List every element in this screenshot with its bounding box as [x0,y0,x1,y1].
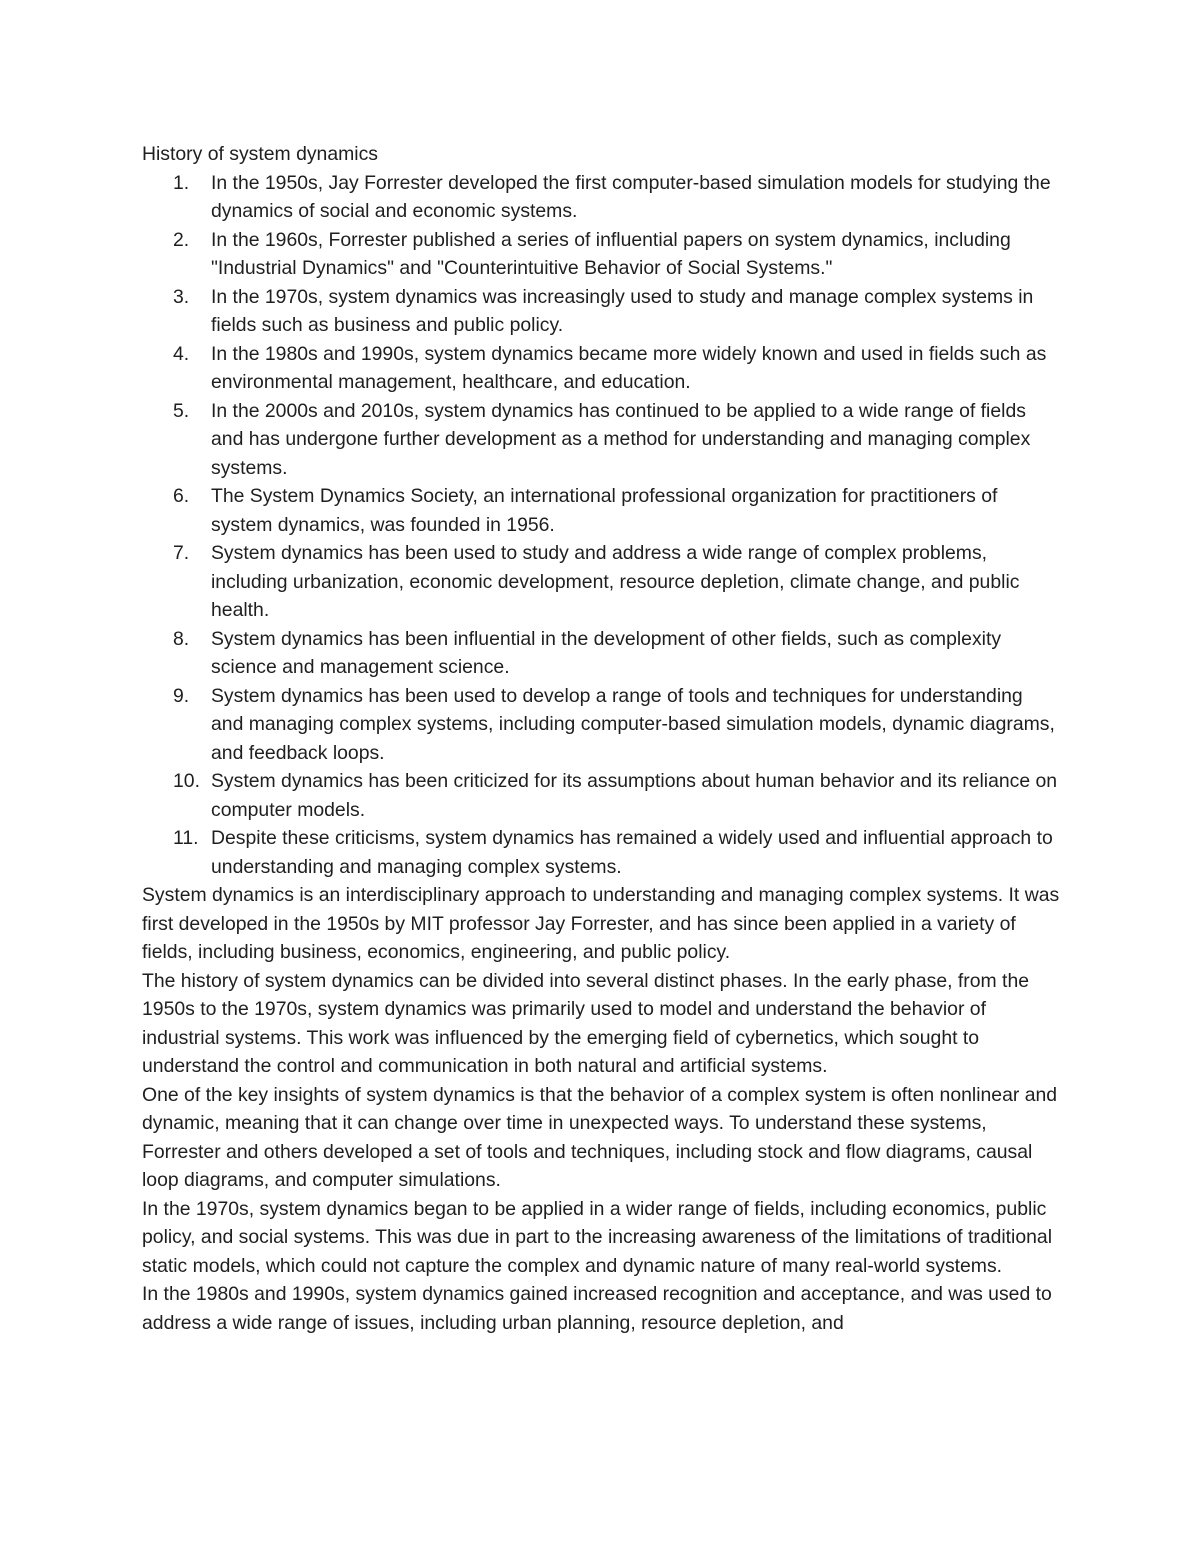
list-item-text: In the 1960s, Forrester published a series of influential papers on system dynamics, including "Industrial Dynamics" and "Counterintuitive Behavior of Social Systems." [211,228,1011,279]
list-item-text: System dynamics has been used to develop a range of tools and techniques for understanding and managing complex systems, including computer-based simulation models, dynamic diagrams, and feedback loops. [211,684,1055,764]
list-item-number: 5. [173,399,190,422]
list-item-number: 2. [173,228,190,251]
document-title: History of system dynamics [142,143,378,165]
paragraph: System dynamics is an interdisciplinary approach to understanding and managing complex systems. It was first developed in the 1950s by MIT professor Jay Forrester, and has since been applied in a variety of fields, including business, economics, engineering, and public policy. [142,884,1060,963]
list-item-text: In the 1950s, Jay Forrester developed the first computer-based simulation models for studying the dynamics of social and economic systems. [211,171,1051,222]
list-item [142,539,1060,625]
list-item-number: 1. [173,171,190,194]
list-item-text: In the 2000s and 2010s, system dynamics has continued to be applied to a wide range of fields and has undergone further development as a method for understanding and managing complex systems. [211,399,1031,479]
list-item-text: In the 1970s, system dynamics was increasingly used to study and manage complex systems in fields such as business and public policy. [211,285,1034,336]
list-item [142,682,1060,768]
list-item-text: System dynamics has been influential in the development of other fields, such as complexity science and management science. [211,627,1002,678]
list-item-number: 9. [173,684,190,707]
paragraph: The history of system dynamics can be divided into several distinct phases. In the early phase, from the 1950s to the 1970s, system dynamics was primarily used to model and understand the behavior of industrial systems. This work was influenced by the emerging field of cybernetics, which sought to understand the control and communication in both natural and artificial systems. [142,969,1030,1077]
list-item-text: System dynamics has been used to study and address a wide range of complex problems, including urbanization, economic development, resource depletion, climate change, and public health. [211,542,1020,621]
list-item-text: Despite these criticisms, system dynamics has remained a widely used and influential approach to understanding and managing complex systems. [211,827,1053,878]
list-item [142,482,1060,539]
paragraph: One of the key insights of system dynamics is that the behavior of a complex system is often nonlinear and dynamic, meaning that it can change over time in unexpected ways. To understand these systems, Forrester and others developed a set of tools and techniques, including stock and flow diagrams, causal loop diagrams, and computer simulations. [142,1083,1058,1191]
list-item [142,767,1060,824]
document-page [142,140,1060,1337]
list-item-number: 6. [173,485,190,507]
history-list [142,169,1060,882]
list-item-number: 10. [173,770,200,792]
list-item-text: The System Dynamics Society, an international professional organization for practitioners of system dynamics, was founded in 1956. [211,485,998,536]
list-item [142,397,1060,483]
list-item [142,824,1060,881]
list-item-text: System dynamics has been criticized for its assumptions about human behavior and its reliance on computer models. [211,770,1058,821]
paragraph: In the 1980s and 1990s, system dynamics gained increased recognition and acceptance, and was used to address a wide range of issues, including urban planning, resource depletion, and [142,1283,1052,1334]
list-item-text: In the 1980s and 1990s, system dynamics became more widely known and used in fields such as environmental management, healthcare, and education. [211,342,1047,393]
list-item-number: 4. [173,342,190,365]
paragraph: In the 1970s, system dynamics began to be applied in a wider range of fields, including economics, public policy, and social systems. This was due in part to the increasing awareness of the limitations of traditional static models, which could not capture the complex and dynamic nature of many real-world systems. [142,1197,1053,1277]
list-item-number: 11. [173,827,199,849]
list-item [142,283,1060,340]
list-item [142,625,1060,682]
list-item [142,226,1060,283]
list-item-number: 8. [173,627,190,650]
list-item [142,169,1060,226]
list-item-number: 7. [173,542,190,564]
list-item-number: 3. [173,285,190,308]
list-item [142,340,1060,397]
